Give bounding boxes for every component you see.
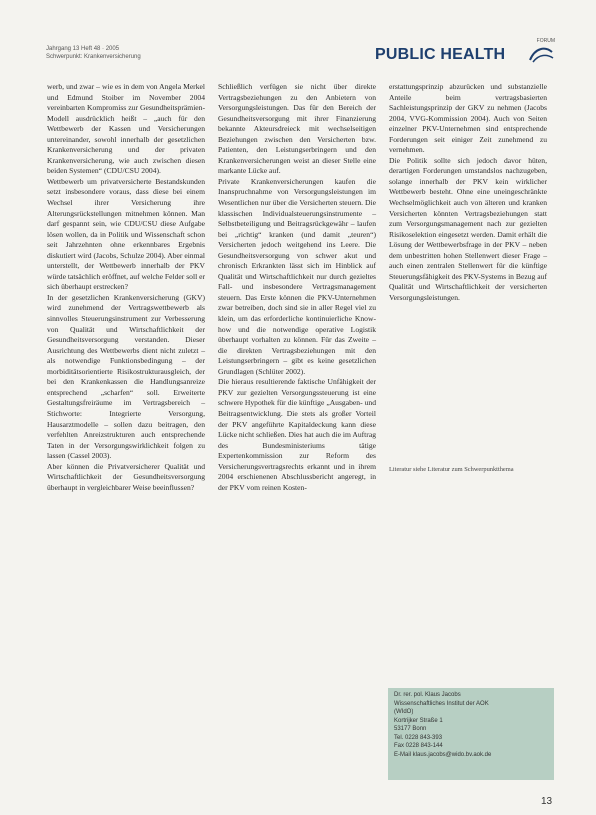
- section-line: Schwerpunkt: Krankenversicherung: [46, 54, 141, 60]
- header-meta: [46, 45, 141, 61]
- page-number: 13: [541, 796, 553, 807]
- text-column-3: [389, 82, 547, 303]
- contact-line: Kortrijker Straße 1: [394, 717, 443, 724]
- public-health-logo: [375, 38, 555, 64]
- paragraph: erstattungsprinzip abzurücken und substanzielle Anteile beim vertragsbasierten Sachleistungsprinzip der GKV zu nehmen (Jacobs 2004, VVG-Kommission 2004). Auch von Seiten einzelner PKV-Unternehmen sind entsprechende Forderungen seit einiger Zeit zunehmend zu vernehmen.: [389, 82, 547, 155]
- contact-line: 53177 Bonn: [394, 726, 427, 732]
- issue-line: Jahrgang 13 Heft 48 · 2005: [46, 46, 120, 52]
- logo-badge: FORUM: [536, 38, 555, 44]
- paragraph: Wettbewerb um privatversicherte Bestandskunden setzt insbesondere voraus, dass diese bei einem Wechsel ihrer Versicherung ihre Alterungsrückstellungen mitnehmen können. Man darf gespannt sein, wie CDU/CSU diese Aufgabe lösen wollen, da in Politik und Wissenschaft schon seit Jahrzehnten ohne erkennbares Ergebnis diskutiert wird (Jacobs, Schulze 2004). Aber einmal unterstellt, der Wettbewerb innerhalb der PKV würde tatsächlich eröffnet, auf welche Felder soll er sich überhaupt erstrecken?: [47, 176, 205, 292]
- paragraph: Private Krankenversicherungen kaufen die Inanspruchnahme von Versorgungsleistungen im Wesentlichen nur über die Versicherten steuern. Die klassischen Individualsteuerungsinstrumente – Selbstbeteiligung und Beitragsrückgewähr – laufen bei „richtig“ kranken (und damit „teuren“) Versicherten jedoch weitgehend ins Leere. Die Gesundheitsversorgung von schwer akut und chronisch Erkrankten lässt sich im Hinblick auf Qualität und Wirtschaftlichkeit nur durch gezieltes Fall- und insbesondere Vertragsmanagement steuern. Das Erste können die PKV-Unternehmen zwar betreiben, doch sind sie in aller Regel viel zu klein, um das erforderliche kontinuierliche Know-how und die notwendige operative Logistik überhaupt vorhalten zu können. Für das Zweite – die direkten Vertragsbeziehungen mit den Leistungserbringern – gibt es keine gesetzlichen Grundlagen (Schlüter 2002).: [218, 176, 376, 376]
- contact-email[interactable]: E-Mail klaus.jacobs@wido.bv.aok.de: [394, 751, 492, 758]
- contact-line: Fax 0228 843-144: [394, 743, 443, 749]
- logo-swirl-icon: [527, 44, 555, 64]
- paragraph: Die hieraus resultierende faktische Unfähigkeit der PKV zur gezielten Versorgungssteuerung ist eine schwere Hypothek für die künftige „Ausgaben- und Beitragsentwicklung. Die stets als großer Vorteil der PKV angeführte Kapitaldeckung kann diese Lücke nicht schließen. Dies hat auch die im Auftrag des Bundesministeriums tätige Expertenkommission zur Reform des Versicherungsvertragsrechts erkannt und in ihrem 2004 erschienenen Abschlussbericht angeregt, in der PKV vom reinen Kosten-: [218, 377, 376, 492]
- author-contact-box: [388, 688, 554, 780]
- paragraph: Die Politik sollte sich jedoch davor hüten, derartigen Forderungen umstandslos nachzugeben, solange innerhalb der PKV kein wirklicher Wettbewerb besteht. Ohne eine uneingeschränkte Wechselmöglichkeit auch von älteren und kranken Versicherten könnten Vertragsbeziehungen statt zum Versorgungsmanagement nach zur gezielten Risikoselektion eingesetzt werden. Damit erhält die Lösung der Wettbewerbsfrage in der PKV – neben dem unbestritten hohen Stellenwert dieser Frage – auch einen zentralen Stellenwert für die künftige Steuerungsfähigkeit des PKV-Systems in Bezug auf Qualität und Wirtschaftlichkeit der versicherten Versorgungsleistungen.: [389, 155, 547, 302]
- contact-line: Dr. rer. pol. Klaus Jacobs: [394, 692, 461, 698]
- contact-line: Wissenschaftliches Institut der AOK: [394, 700, 489, 707]
- contact-line: (WIdO): [394, 709, 414, 715]
- paragraph: werb, und zwar – wie es in dem von Angela Merkel und Edmund Stoiber im November 2004 vereinbarten Kompromiss zur Gesundheitsprämien-Modell ausdrücklich heißt – „auch für den Wettbewerb der Kassen und Versicherungen untereinander, sowohl innerhalb der gesetzlichen Krankenversicherung und der privaten Krankenversicherung, wie auch zwischen diesen beiden Systemen“ (CDU/CSU 2004).: [47, 82, 205, 176]
- paragraph: Schließlich verfügen sie nicht über direkte Vertragsbeziehungen zu den Anbietern von Versorgungsleistungen. Das für den Bereich der Gesundheitsversorgung mit ihrer Finanzierung bekannte Akteursdreieck mit wechselseitigen Beziehungen zwischen den Versicherten bzw. Patienten, den Leistungserbringern und den Krankenversicherungen weist an dieser Stelle eine markante Lücke auf.: [218, 82, 376, 176]
- text-column-2: [218, 82, 376, 493]
- text-column-1: [47, 82, 205, 493]
- paragraph: In der gesetzlichen Krankenversicherung (GKV) wird zunehmend der Vertragswettbewerb als sinnvolles Steuerungsinstrument zur Verbesserung von Qualität und Wirtschaftlichkeit der Gesundheitsversorgung verstanden. Dieser Ausrichtung des Wettbewerbs dient nicht zuletzt – als notwendige Funktionsbedingung – der morbiditätsorientierte Risikostrukturausgleich, der bei den Krankenkassen die Handlungsanreize entsprechend „scharfen“ soll. Erweiterte Gestaltungsfreiräume im Vertragsbereich – Stichworte: Integrierte Versorgung, Hausarztmodelle – sollen dazu beitragen, den verfehlten Anreizstrukturen auch entsprechende Taten in der Versorgungswirklichkeit folgen zu lassen (Cassel 2003).: [47, 292, 205, 461]
- logo-text: PUBLIC HEALTH: [375, 46, 506, 63]
- literature-note: Literatur siehe Literatur zum Schwerpunktthema: [389, 466, 514, 473]
- contact-line: Tel. 0228 843-393: [394, 734, 443, 741]
- paragraph: Aber können die Privatversicherer Qualität und Wirtschaftlichkeit der Gesundheitsversorgung überhaupt in vergleichbarer Weise beeinflussen?: [47, 461, 205, 492]
